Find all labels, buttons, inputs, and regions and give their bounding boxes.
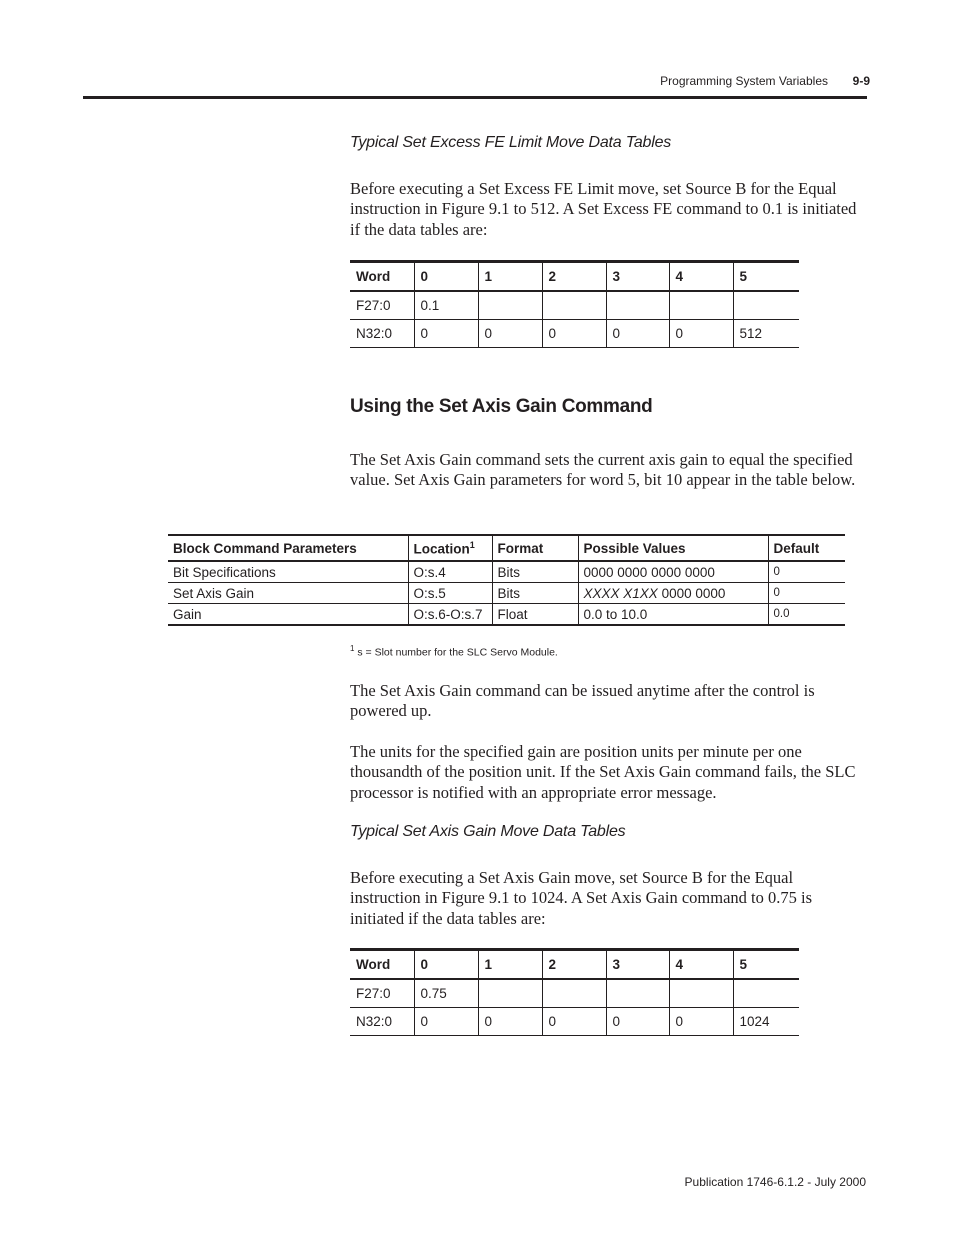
table-cell: 0	[768, 561, 845, 583]
column-header: 1	[478, 262, 542, 292]
paragraph-units	[350, 742, 866, 803]
table-cell: N32:0	[350, 1008, 414, 1036]
table-cell	[542, 291, 606, 320]
table-cell	[606, 291, 669, 320]
column-header-location	[408, 535, 492, 561]
publication-footer: Publication 1746-6.1.2 - July 2000	[684, 1175, 866, 1189]
column-header: Possible Values	[578, 535, 768, 561]
footnote	[350, 644, 558, 659]
table-row	[168, 583, 845, 604]
table-cell: Set Axis Gain	[168, 583, 408, 604]
paragraph-issue-anytime-text: The Set Axis Gain command can be issued anytime after the control is powered up.	[350, 681, 815, 721]
table-header-row	[350, 950, 799, 980]
table-cell: 0	[478, 320, 542, 348]
table-cell: Bits	[492, 583, 578, 604]
axis-gain-data-table	[350, 948, 799, 1036]
table-cell: 0	[606, 1008, 669, 1036]
paragraph-axis-gain-move	[350, 868, 866, 929]
column-header: 3	[606, 262, 669, 292]
column-header: 0	[414, 262, 478, 292]
column-header: 1	[478, 950, 542, 980]
table-row	[350, 1008, 799, 1036]
paragraph-issue-anytime	[350, 681, 866, 722]
table-cell	[733, 979, 799, 1008]
paragraph-axis-gain-move-text: Before executing a Set Axis Gain move, set Source B for the Equal instruction in Figure 9.1 to 1024. A Set Axis Gain command to 0.75 is initiated if the data tables are:	[350, 868, 812, 928]
table-cell: Bit Specifications	[168, 561, 408, 583]
table-cell: 0	[478, 1008, 542, 1036]
table-cell: 0.1	[414, 291, 478, 320]
table-header-row	[350, 262, 799, 292]
table-cell: F27:0	[350, 979, 414, 1008]
page-number: 9-9	[852, 74, 870, 88]
paragraph-intro-text: The Set Axis Gain command sets the current axis gain to equal the specified value. Set Axis Gain parameters for word 5, bit 10 appear in the table below.	[350, 450, 856, 490]
table-cell: 0.0 to 10.0	[578, 604, 768, 626]
table-row	[350, 320, 799, 348]
column-header: 2	[542, 950, 606, 980]
column-header: Word	[350, 950, 414, 980]
column-header: 0	[414, 950, 478, 980]
column-header: 4	[669, 262, 733, 292]
parameter-table	[168, 534, 845, 626]
table-cell: 512	[733, 320, 799, 348]
running-header-title: Programming System Variables	[660, 74, 828, 88]
footnote-text: s = Slot number for the SLC Servo Module.	[357, 646, 558, 659]
table-cell	[478, 979, 542, 1008]
subheading-fe-limit: Typical Set Excess FE Limit Move Data Tables	[350, 134, 672, 151]
italic-mask-value: XXXX X1XX	[583, 585, 658, 601]
subheading-axis-gain: Typical Set Axis Gain Move Data Tables	[350, 823, 626, 840]
column-header: Default	[768, 535, 845, 561]
table-row	[350, 291, 799, 320]
table-cell	[669, 291, 733, 320]
table-row	[168, 604, 845, 626]
table-cell: Float	[492, 604, 578, 626]
column-header: 5	[733, 950, 799, 980]
table-cell	[669, 979, 733, 1008]
footnote-reference: 1	[469, 539, 475, 550]
paragraph-units-text: The units for the specified gain are position units per minute per one thousandth of the position unit. If the Set Axis Gain command fails, the SLC processor is notified with an appropriate error message.	[350, 742, 856, 802]
table-cell: 0000 0000 0000 0000	[578, 561, 768, 583]
table-cell: O:s.4	[408, 561, 492, 583]
table-cell: 0	[669, 1008, 733, 1036]
column-header: Word	[350, 262, 414, 292]
table-cell: N32:0	[350, 320, 414, 348]
column-header: 4	[669, 950, 733, 980]
table-cell: 0	[768, 583, 845, 604]
paragraph-fe-limit-text: Before executing a Set Excess FE Limit move, set Source B for the Equal instruction in Figure 9.1 to 512. A Set Excess FE command to 0.1 is initiated if the data tables are:	[350, 179, 857, 239]
table-cell: 0	[606, 320, 669, 348]
section-heading-set-axis-gain: Using the Set Axis Gain Command	[350, 396, 653, 417]
header-rule	[83, 96, 867, 99]
table-cell: 0.0	[768, 604, 845, 626]
column-header-location-label: Location	[413, 541, 470, 557]
table-row	[168, 561, 845, 583]
table-cell	[733, 291, 799, 320]
column-header: Block Command Parameters	[168, 535, 408, 561]
fe-limit-data-table	[350, 260, 799, 348]
table-cell: 1024	[733, 1008, 799, 1036]
table-cell: 0	[414, 320, 478, 348]
table-cell: O:s.5	[408, 583, 492, 604]
table-cell: 0	[669, 320, 733, 348]
paragraph-fe-limit	[350, 179, 866, 240]
table-cell: 0	[542, 320, 606, 348]
table-cell-possible-values	[578, 583, 768, 604]
table-cell: 0	[414, 1008, 478, 1036]
column-header: 2	[542, 262, 606, 292]
table-cell	[478, 291, 542, 320]
table-cell: 0.75	[414, 979, 478, 1008]
table-row	[350, 979, 799, 1008]
table-cell: F27:0	[350, 291, 414, 320]
footnote-marker: 1	[350, 644, 355, 653]
table-header-row	[168, 535, 845, 561]
column-header: 5	[733, 262, 799, 292]
column-header: 3	[606, 950, 669, 980]
table-cell	[606, 979, 669, 1008]
column-header: Format	[492, 535, 578, 561]
table-cell: 0	[542, 1008, 606, 1036]
mask-value-suffix: 0000 0000	[661, 585, 726, 601]
table-cell	[542, 979, 606, 1008]
table-cell: Gain	[168, 604, 408, 626]
table-cell: O:s.6-O:s.7	[408, 604, 492, 626]
paragraph-intro	[350, 450, 866, 491]
table-cell: Bits	[492, 561, 578, 583]
